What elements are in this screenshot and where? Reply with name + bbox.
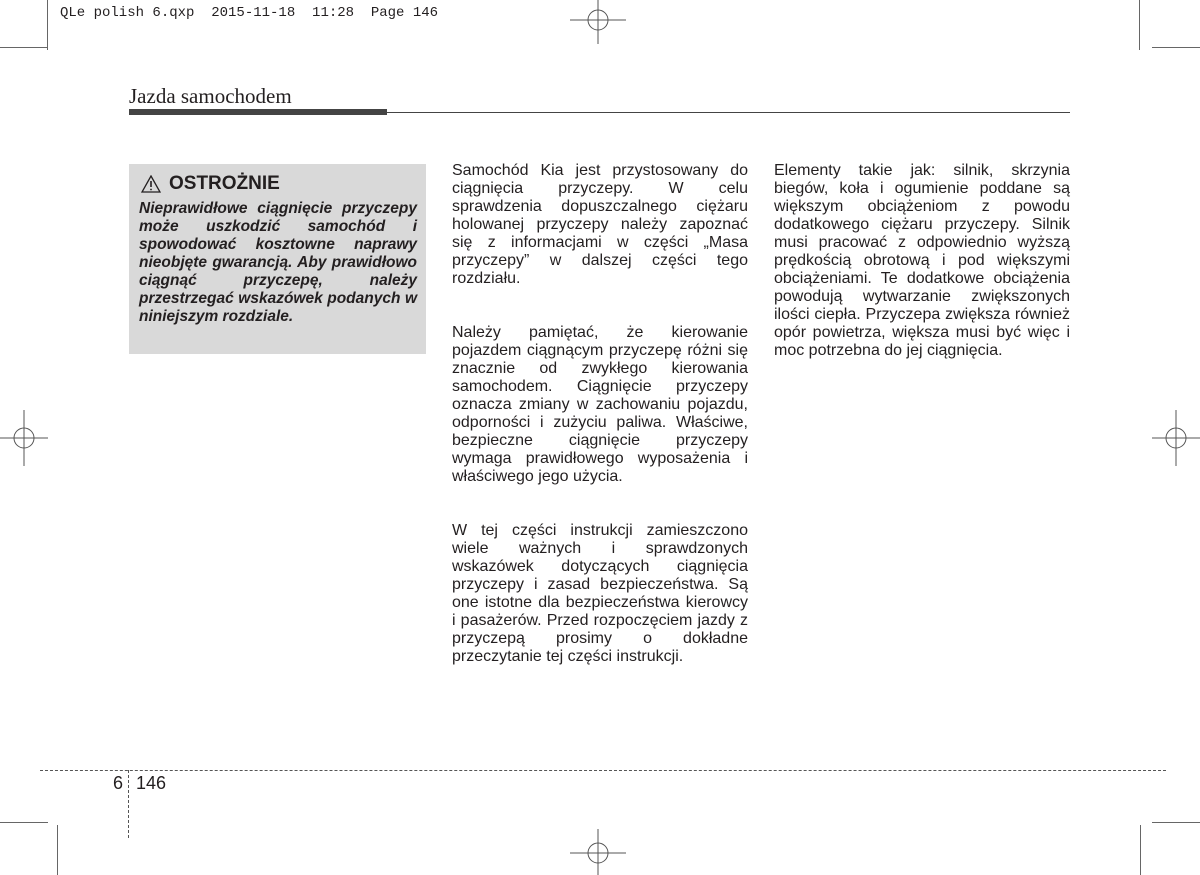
chapter-number: 6 bbox=[113, 773, 124, 793]
crosshair-icon-top bbox=[570, 0, 626, 44]
caution-title: OSTROŻNIE bbox=[169, 173, 280, 194]
caution-text: Nieprawidłowe ciągnięcie przyczepy może uszkodzić samochód i spowodować kosztowne naprawy nieobjęte gwarancją. Aby prawidłowo ciągnąć przyczepę, należy przestrzegać wskazówek podanych w niniejszym rozdziale. bbox=[139, 200, 417, 325]
header-rule-thick bbox=[129, 109, 387, 115]
paragraph: Samochód Kia jest przystosowany do ciągnięcia przyczepy. W celu sprawdzenia dopuszczalnego ciężaru holowanej przyczepy należy zapoznać się z informacjami w części „Masa przyczepy” w dalszej części tego rozdziału. bbox=[452, 162, 748, 287]
crosshair-icon-left bbox=[0, 410, 48, 466]
footer-dashed-rule bbox=[40, 770, 1166, 771]
section-title: Jazda samochodem bbox=[129, 84, 292, 108]
crosshair-icon-right bbox=[1152, 410, 1200, 466]
text-column-right bbox=[774, 162, 1070, 396]
crop-mark-bottom-right-horizontal bbox=[1152, 822, 1200, 823]
crop-mark-top-left-vertical bbox=[47, 0, 48, 50]
text-column-middle bbox=[452, 162, 748, 702]
paragraph: Należy pamiętać, że kierowanie pojazdem ciągnącym przyczepę różni się znacznie od zwykłego kierowania samochodem. Ciągnięcie przyczepy oznacza zmiany w zachowaniu pojazdu, odporności i zużyciu paliwa. Właściwe, bezpieczne ciągnięcie przyczepy wymaga prawidłowego wyposażenia i właściwego jego użycia. bbox=[452, 324, 748, 485]
crop-mark-bottom-right-vertical bbox=[1140, 825, 1141, 875]
page-number: 146 bbox=[136, 773, 167, 793]
print-slug: QLe polish 6.qxp 2015-11-18 11:28 Page 146 bbox=[60, 5, 439, 21]
warning-triangle-icon bbox=[141, 175, 161, 193]
caution-box bbox=[129, 164, 426, 354]
crosshair-icon-bottom bbox=[570, 829, 626, 875]
paragraph: W tej części instrukcji zamieszczono wiele ważnych i sprawdzonych wskazówek dotyczących ciągnięcia przyczepy i zasad bezpieczeństwa. Są one istotne dla bezpieczeństwa kierowcy i pasażerów. Przed rozpoczęciem jazdy z przyczepą prosimy o dokładne przeczytanie tej części instrukcji. bbox=[452, 522, 748, 665]
crop-mark-top-right-vertical bbox=[1139, 0, 1140, 50]
crop-mark-top-left-horizontal bbox=[0, 47, 48, 48]
crop-mark-top-right-horizontal bbox=[1152, 47, 1200, 48]
header-rule-thin bbox=[387, 112, 1070, 113]
crop-mark-bottom-left-vertical bbox=[57, 825, 58, 875]
paragraph: Elementy takie jak: silnik, skrzynia biegów, koła i ogumienie poddane są większym obciążeniom z powodu dodatkowego ciężaru przyczepy. Silnik musi pracować z odpowiednio wyższą prędkością obrotową i pod większymi obciążeniami. Te dodatkowe obciążenia powodują wytwarzanie zwiększonych ilości ciepła. Przyczepa zwiększa również opór powietrza, większa musi być więc i moc potrzebna do jej ciągnięcia. bbox=[774, 162, 1070, 359]
crop-mark-bottom-left-horizontal bbox=[0, 822, 48, 823]
footer-dashed-divider bbox=[128, 770, 129, 838]
caution-header bbox=[141, 173, 280, 195]
